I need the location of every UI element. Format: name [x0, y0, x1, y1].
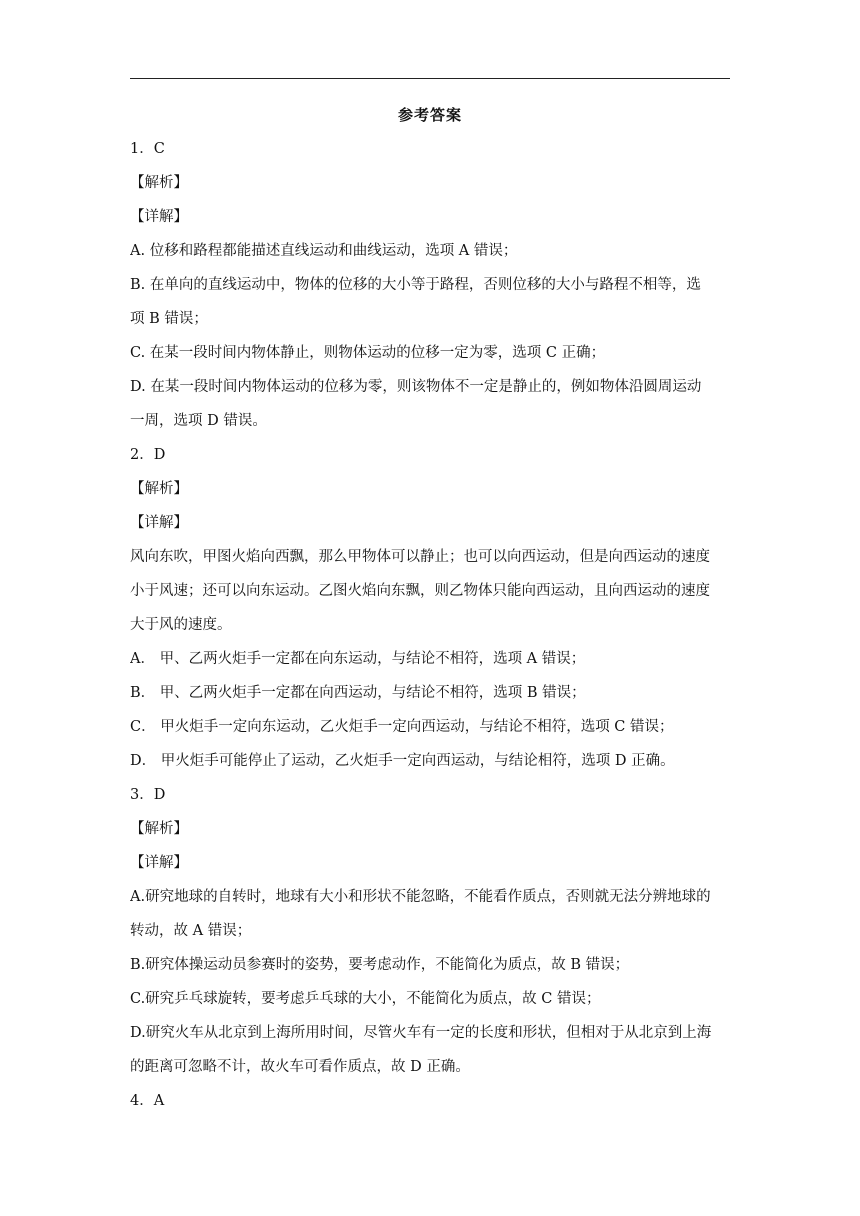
answer-line: C． 甲火炬手一定向东运动，乙火炬手一定向西运动，与结论不相符，选项 C 错误； — [130, 719, 674, 735]
answer-line: C. 在某一段时间内物体静止，则物体运动的位移一定为零，选项 C 正确； — [130, 345, 606, 361]
answer-line: 的距离可忽略不计，故火车可看作质点，故 D 正确。 — [130, 1059, 470, 1075]
answer-content — [130, 132, 730, 1118]
answer-line: C.研究乒乓球旋转，要考虑乒乓球的大小，不能简化为质点，故 C 错误； — [130, 991, 601, 1007]
answer-line: 项 B 错误； — [130, 311, 208, 327]
detail-label: 【详解】 — [130, 855, 188, 871]
detail-label: 【详解】 — [130, 515, 188, 531]
question-number: 1．C — [130, 141, 165, 157]
answer-line: A． 甲、乙两火炬手一定都在向东运动，与结论不相符，选项 A 错误； — [130, 651, 586, 667]
question-number: 4．A — [130, 1093, 165, 1109]
answer-line: B． 甲、乙两火炬手一定都在向西运动，与结论不相符，选项 B 错误； — [130, 685, 586, 701]
answer-line: 转动，故 A 错误； — [130, 923, 252, 939]
answer-line: A. 位移和路程都能描述直线运动和曲线运动，选项 A 错误； — [130, 243, 518, 259]
answer-line: 风向东吹，甲图火焰向西飘，那么甲物体可以静止；也可以向西运动，但是向西运动的速度 — [130, 549, 710, 565]
answer-line: D． 甲火炬手可能停止了运动，乙火炬手一定向西运动，与结论相符，选项 D 正确。 — [130, 753, 675, 769]
analysis-label: 【解析】 — [130, 175, 188, 191]
answer-line: 一周，选项 D 错误。 — [130, 413, 267, 429]
question-number: 2．D — [130, 447, 166, 463]
header-rule — [130, 78, 730, 79]
question-number: 3．D — [130, 787, 166, 803]
answer-line: B. 在单向的直线运动中，物体的位移的大小等于路程，否则位移的大小与路程不相等，选 — [130, 277, 701, 293]
answer-line: D.研究火车从北京到上海所用时间，尽管火车有一定的长度和形状，但相对于从北京到上海 — [130, 1025, 712, 1041]
answer-line: 大于风的速度。 — [130, 617, 232, 633]
analysis-label: 【解析】 — [130, 821, 188, 837]
answer-line: A.研究地球的自转时，地球有大小和形状不能忽略，不能看作质点，否则就无法分辨地球的 — [130, 889, 711, 905]
page-title: 参考答案 — [397, 106, 462, 124]
answer-line: D. 在某一段时间内物体运动的位移为零，则该物体不一定是静止的，例如物体沿圆周运动 — [130, 379, 702, 395]
answer-line: 小于风速；还可以向东运动。乙图火焰向东飘，则乙物体只能向西运动，且向西运动的速度 — [130, 583, 710, 599]
detail-label: 【详解】 — [130, 209, 188, 225]
analysis-label: 【解析】 — [130, 481, 188, 497]
answer-line: B.研究体操运动员参赛时的姿势，要考虑动作，不能简化为质点，故 B 错误； — [130, 957, 630, 973]
